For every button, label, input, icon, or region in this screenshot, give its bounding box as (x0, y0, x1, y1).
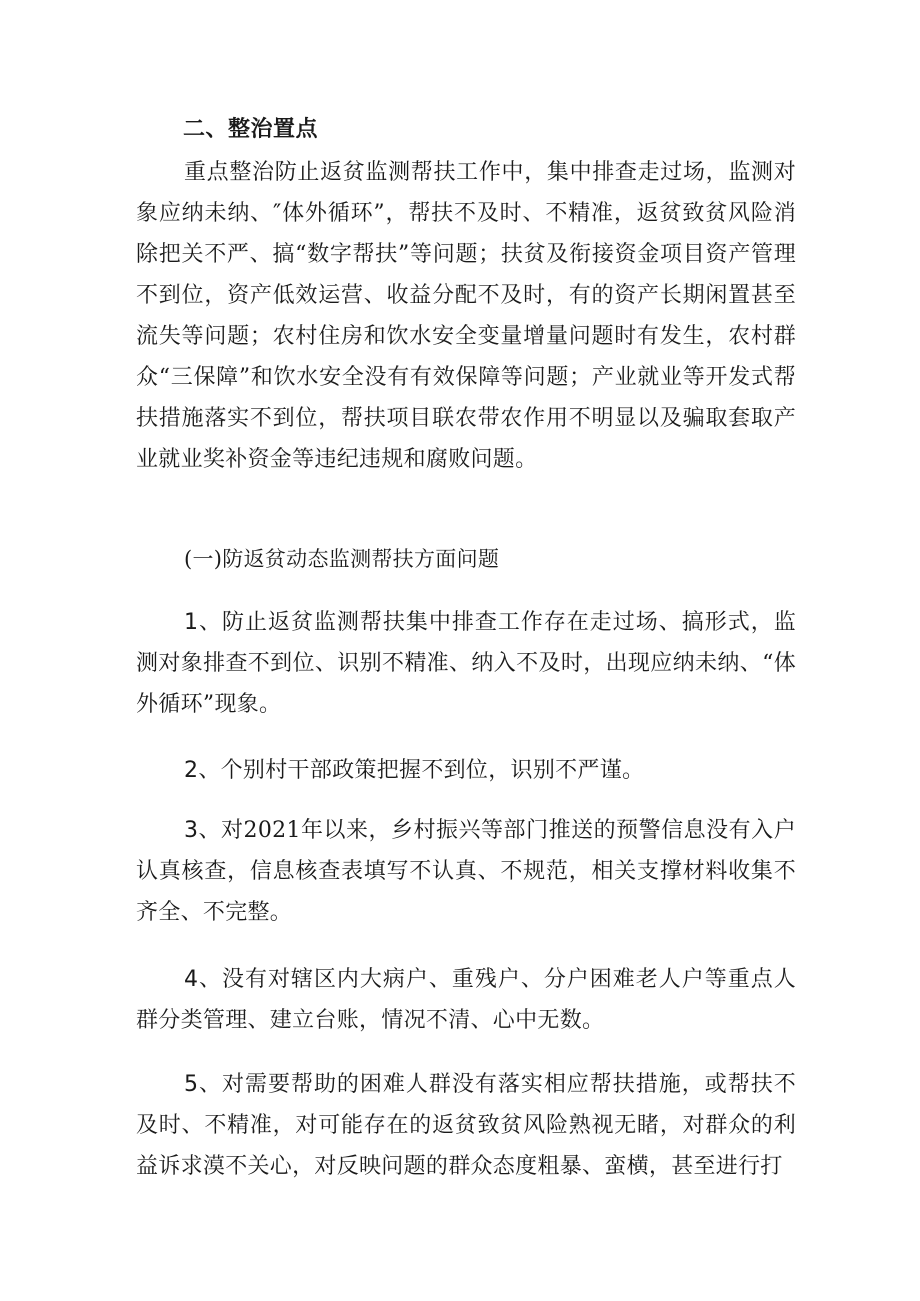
item-number: 2 (184, 758, 199, 783)
item-number: 4 (184, 967, 199, 992)
item-text: 、个别村干部政策把握不到位，识别不严谨。 (198, 758, 645, 783)
item-text: 、防止返贫监测帮扶集中排查工作存在走过场、搞形式，监测对象排查不到位、识别不精准、纳入不及时，出现应纳未纳、“体外循环”现象。 (136, 610, 796, 717)
item-text: 、对2021年以来，乡村振兴等部门推送的预警信息没有入户认真核查，信息核查表填写不认真、不规范，相关支撑材料收集不齐全、不完整。 (136, 818, 796, 925)
item-number: 1 (184, 610, 199, 635)
list-item-5 (136, 1064, 796, 1187)
list-item-4 (136, 959, 796, 1041)
item-number: 3 (184, 818, 199, 843)
item-text: 、没有对辖区内大病户、重残户、分户困难老人户等重点人群分类管理、建立台账，情况不清、心中无数。 (136, 967, 796, 1033)
subsection-heading: (一)防返贫动态监测帮扶方面问题 (184, 547, 500, 571)
list-item-1 (136, 602, 796, 725)
section-heading: 二、整治置点 (183, 117, 319, 142)
list-item-2 (136, 750, 796, 791)
list-item-3 (136, 810, 796, 933)
intro-paragraph: 重点整治防止返贫监测帮扶工作中，集中排查走过场，监测对象应纳未纳、″体外循环”，帮扶不及时、不精准，返贫致贫风险消除把关不严、搞“数字帮扶”等问题；扶贫及衔接资金项目资产管理不到位，资产低效运营、收益分配不及时，有的资产长期闲置甚至流失等问题；农村住房和饮水安全变量增量问题时有发生，农村群众“三保障”和饮水安全没有有效保障等问题；产业就业等开发式帮扶措施落实不到位，帮扶项目联农带农作用不明显以及骗取套取产业就业奖补资金等违纪违规和腐败问题。 (136, 160, 796, 472)
item-number: 5 (184, 1072, 199, 1097)
item-text: 、对需要帮助的困难人群没有落实相应帮扶措施，或帮扶不及时、不精准，对可能存在的返贫致贫风险熟视无睹，对群众的利益诉求漠不关心，对反映问题的群众态度粗暴、蛮横，甚至进行打 (136, 1072, 796, 1179)
